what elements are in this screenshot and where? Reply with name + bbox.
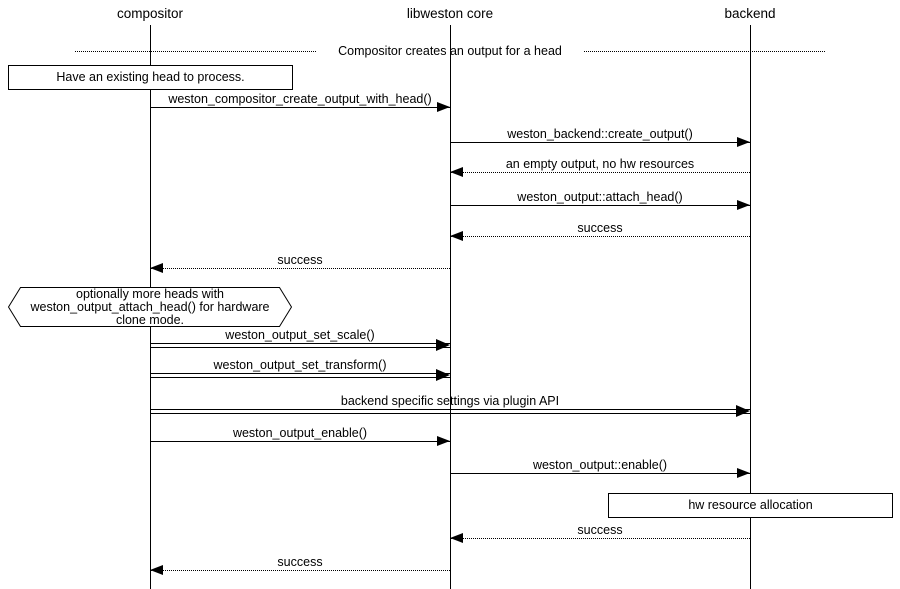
message-line xyxy=(150,373,450,374)
arrowhead-left-icon xyxy=(450,167,463,177)
message-line xyxy=(450,538,750,539)
separator-label: Compositor creates an output for a head xyxy=(338,44,562,58)
message-line xyxy=(150,570,450,571)
message-label: success xyxy=(277,253,323,267)
message-line xyxy=(150,107,450,108)
message-label: weston_output_enable() xyxy=(232,426,368,440)
arrowhead-left-icon xyxy=(150,263,163,273)
arrowhead-left-icon xyxy=(150,565,163,575)
actor-label-backend: backend xyxy=(724,6,776,21)
message-label: success xyxy=(277,555,323,569)
note-hw-resource-allocation: hw resource allocation xyxy=(608,493,893,518)
msg-return-empty-output xyxy=(450,158,750,184)
msg-output-enable xyxy=(150,427,450,453)
separator-line-right xyxy=(584,51,825,52)
message-label: an empty output, no hw resources xyxy=(505,157,695,171)
arrowhead-right-icon xyxy=(437,102,450,112)
message-line xyxy=(450,236,750,237)
arrowhead-left-icon xyxy=(450,533,463,543)
message-line xyxy=(150,409,750,410)
message-label: weston_output::enable() xyxy=(532,458,668,472)
note-clone-mode-text xyxy=(8,288,292,327)
message-label: weston_compositor_create_output_with_head() xyxy=(168,92,432,106)
message-line xyxy=(450,205,750,206)
note-line: optionally more heads with xyxy=(76,287,224,301)
message-line xyxy=(150,347,450,348)
message-label: weston_output_set_scale() xyxy=(225,328,375,342)
separator-line-left xyxy=(75,51,316,52)
actor-label-libweston-core: libweston core xyxy=(406,6,494,21)
msg-return-success-enable xyxy=(450,524,750,550)
message-line xyxy=(150,343,450,344)
msg-return-success-final xyxy=(150,556,450,582)
note-line: clone mode. xyxy=(115,313,185,327)
message-line xyxy=(450,142,750,143)
message-line xyxy=(150,441,450,442)
arrowhead-right-icon xyxy=(436,369,450,381)
msg-create-output-with-head xyxy=(150,93,450,119)
message-label: success xyxy=(577,221,623,235)
note-line: weston_output_attach_head() for hardware xyxy=(30,300,270,314)
msg-set-scale xyxy=(150,329,450,355)
msg-return-success-create xyxy=(150,254,450,280)
msg-set-transform xyxy=(150,359,450,385)
message-line xyxy=(150,413,750,414)
message-label: success xyxy=(577,523,623,537)
actor-label-compositor: compositor xyxy=(116,6,184,21)
arrowhead-right-icon xyxy=(737,137,750,147)
message-line xyxy=(450,473,750,474)
arrowhead-left-icon xyxy=(450,231,463,241)
note-existing-head: Have an existing head to process. xyxy=(8,65,293,90)
message-label: weston_backend::create_output() xyxy=(507,127,693,141)
message-label: weston_output::attach_head() xyxy=(517,190,683,204)
lifeline-libweston-core xyxy=(450,25,451,589)
arrowhead-right-icon xyxy=(737,200,750,210)
message-label: backend specific settings via plugin API xyxy=(340,394,560,408)
msg-plugin-api-settings xyxy=(150,395,750,421)
msg-output-attach-head xyxy=(450,191,750,217)
arrowhead-right-icon xyxy=(437,436,450,446)
msg-backend-output-enable xyxy=(450,459,750,485)
arrowhead-right-icon xyxy=(436,339,450,351)
message-label: weston_output_set_transform() xyxy=(213,358,387,372)
message-line xyxy=(150,377,450,378)
msg-backend-create-output xyxy=(450,128,750,154)
message-line xyxy=(450,172,750,173)
message-line xyxy=(150,268,450,269)
arrowhead-right-icon xyxy=(736,405,750,417)
arrowhead-right-icon xyxy=(737,468,750,478)
msg-return-success-attach xyxy=(450,222,750,248)
